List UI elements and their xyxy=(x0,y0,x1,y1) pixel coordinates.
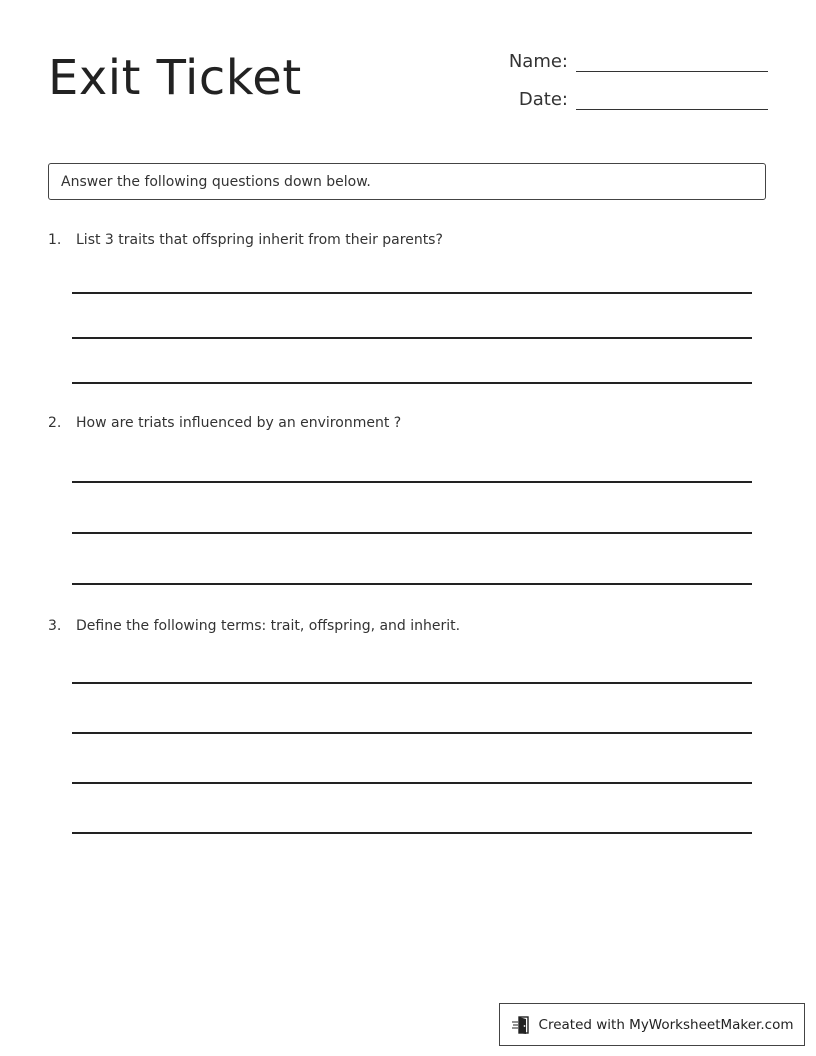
instructions-box xyxy=(48,163,766,200)
name-field-row xyxy=(509,52,768,72)
question-1-text: List 3 traits that offspring inherit from their parents? xyxy=(76,232,443,248)
page-title: Exit Ticket xyxy=(48,50,302,106)
question-3-number: 3. xyxy=(48,618,62,634)
answer-line-2c[interactable] xyxy=(72,583,752,585)
answer-line-3a[interactable] xyxy=(72,682,752,684)
footer-text: Created with MyWorksheetMaker.com xyxy=(538,1016,794,1033)
question-3 xyxy=(48,618,460,634)
question-2-number: 2. xyxy=(48,415,62,431)
date-label: Date: xyxy=(518,89,568,110)
question-2 xyxy=(48,415,401,431)
name-input[interactable] xyxy=(576,53,768,72)
question-2-text: How are triats influenced by an environment ? xyxy=(76,415,402,431)
answer-line-3d[interactable] xyxy=(72,832,752,834)
answer-line-1a[interactable] xyxy=(72,292,752,294)
name-label: Name: xyxy=(508,51,568,72)
footer-credit xyxy=(499,1003,805,1046)
answer-line-2b[interactable] xyxy=(72,532,752,534)
date-field-row xyxy=(519,90,768,110)
answer-line-1c[interactable] xyxy=(72,382,752,384)
question-1-number: 1. xyxy=(48,232,62,248)
question-1 xyxy=(48,232,443,248)
question-3-text: Define the following terms: trait, offspring, and inherit. xyxy=(76,618,461,634)
instructions-text: Answer the following questions down below. xyxy=(61,173,371,190)
answer-line-2a[interactable] xyxy=(72,481,752,483)
door-logo-icon xyxy=(511,1014,533,1036)
answer-line-1b[interactable] xyxy=(72,337,752,339)
answer-line-3b[interactable] xyxy=(72,732,752,734)
answer-line-3c[interactable] xyxy=(72,782,752,784)
date-input[interactable] xyxy=(576,91,768,110)
